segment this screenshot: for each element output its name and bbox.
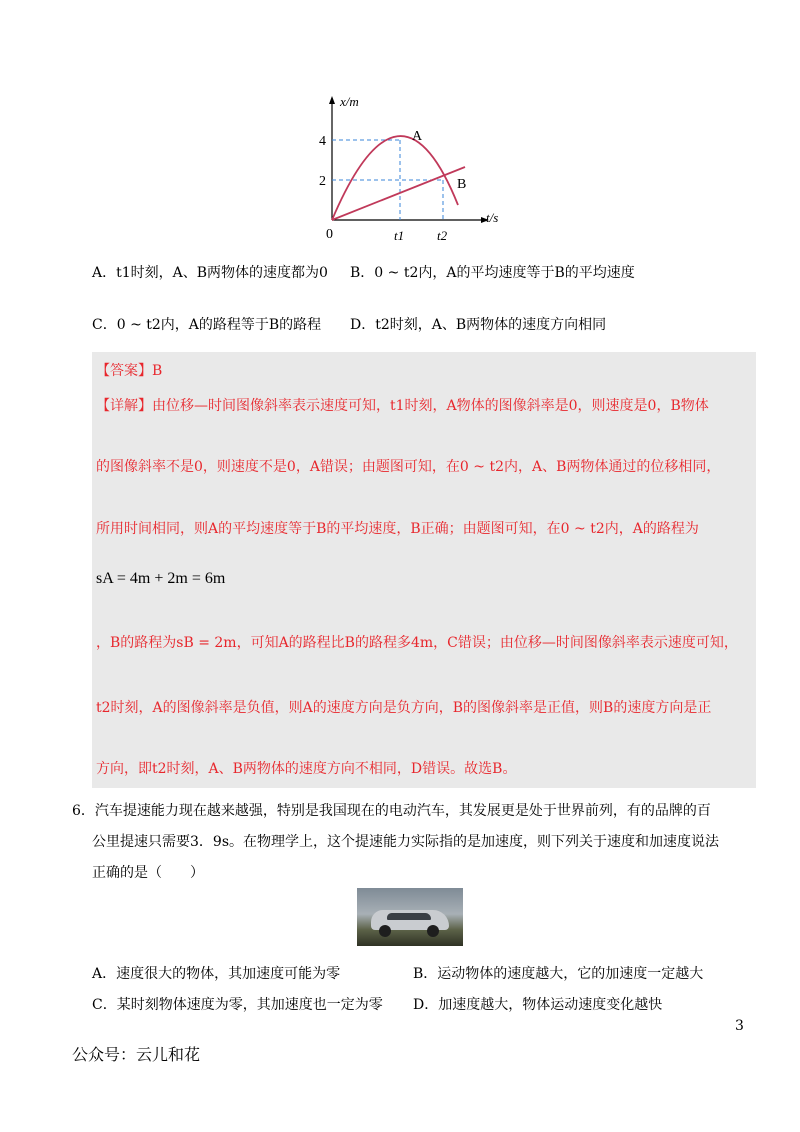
q6-option-c: C．某时刻物体速度为零，其加速度也一定为零 (92, 997, 383, 1013)
q6-option-a: A．速度很大的物体，其加速度可能为零 (92, 966, 341, 982)
analysis-line-5: t2时刻，A的图像斜率是负值，则A的速度方向是负方向，B的图像斜率是正值，则B的速度方向是正 (96, 700, 712, 716)
q5-option-a: A．t1时刻，A、B两物体的速度都为0 (92, 265, 328, 281)
x-tick-t1: t1 (394, 228, 405, 243)
analysis-line-2: 的图像斜率不是0，则速度不是0，A错误；由题图可知，在0 ~ t2内，A、B两物体通过的位移相同， (96, 459, 721, 475)
q6-option-b: B．运动物体的速度越大，它的加速度一定越大 (413, 966, 704, 982)
q6-option-d: D．加速度越大，物体运动速度变化越快 (413, 997, 663, 1013)
q6-stem-line-3: 正确的是（ ） (92, 865, 204, 881)
footer-watermark: 公众号：云儿和花 (72, 1045, 201, 1064)
analysis-line-4: ，B的路程为sB = 2m，可知A的路程比B的路程多4m，C错误；由位移—时间图像斜率表示速度可知， (96, 635, 738, 651)
q6-stem-line-2: 公里提速只需要3．9s。在物理学上，这个提速能力实际指的是加速度，则下列关于速度和加速度说法 (92, 834, 719, 850)
analysis-line-1: 【详解】由位移—时间图像斜率表示速度可知，t1时刻，A物体的图像斜率是0，则速度是0，B物体 (96, 398, 709, 414)
curve-label-b: B (457, 177, 467, 192)
q5-option-c: C．0 ~ t2内，A的路程等于B的路程 (92, 317, 322, 333)
curve-label-a: A (412, 129, 423, 144)
q5-option-d: D．t2时刻，A、B两物体的速度方向相同 (350, 317, 607, 333)
y-axis-label: x/m (340, 94, 359, 109)
analysis-equation-sa: sA = 4m + 2m = 6m (96, 570, 226, 587)
origin-label: 0 (326, 227, 333, 242)
y-tick-4: 4 (319, 134, 326, 149)
page-number: 3 (735, 1018, 744, 1034)
analysis-line-6: 方向，即t2时刻，A、B两物体的速度方向不相同，D错误。故选B。 (96, 761, 517, 777)
electric-car-photo (357, 888, 463, 946)
position-time-graph (300, 90, 510, 250)
answer-label: 【答案】B (96, 363, 163, 379)
x-tick-t2: t2 (437, 228, 448, 243)
q5-option-b: B．0 ~ t2内，A的平均速度等于B的平均速度 (350, 265, 635, 281)
x-axis-label: t/s (486, 210, 499, 225)
y-tick-2: 2 (319, 174, 326, 189)
analysis-line-3: 所用时间相同，则A的平均速度等于B的平均速度，B正确；由题图可知，在0 ~ t2内，A的路程为 (96, 521, 699, 537)
q6-stem-line-1: 6．汽车提速能力现在越来越强，特别是我国现在的电动汽车，其发展更是处于世界前列，有的品牌的百 (72, 803, 711, 819)
